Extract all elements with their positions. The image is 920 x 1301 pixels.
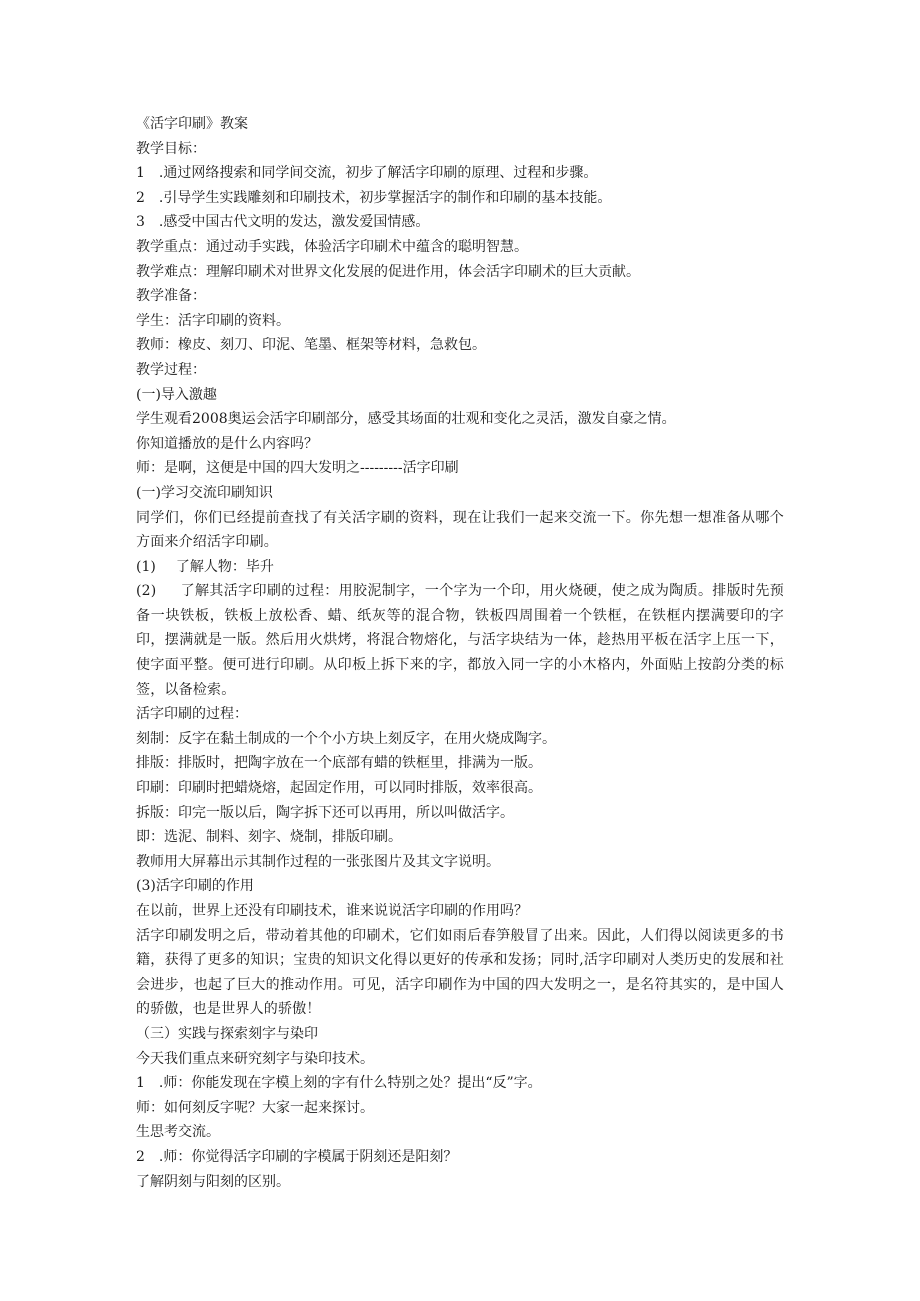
section-3-question: 在以前，世界上还没有印刷技术，谁来说说活字印刷的作用吗？ [136, 903, 528, 919]
question-text: .师：你觉得活字印刷的字模属于阴刻还是阳刻？ [158, 1148, 458, 1165]
section-4-followup-2: 了解阴刻与阳刻的区别。 [136, 1173, 290, 1190]
process-heading: 教学过程： [136, 361, 206, 378]
document-title: 《活字印刷》教案 [136, 116, 248, 132]
process-subheading: 活字印刷的过程： [136, 706, 248, 723]
section-4-question-1 [136, 1071, 784, 1096]
objective-item-1 [136, 161, 784, 186]
objective-item-3 [136, 210, 784, 235]
prep-heading: 教学准备： [136, 288, 206, 305]
objective-number: 2 [136, 189, 145, 206]
section-1-line: 师：是啊，这便是中国的四大发明之---------活字印刷 [136, 460, 459, 477]
objective-text: .感受中国古代文明的发达，激发爱国情感。 [158, 214, 430, 231]
section-4-followup-1: 师：如何刻反字呢？大家一起来探讨。 [136, 1099, 374, 1116]
step-layout: 排版：排版时，把陶字放在一个底部有蜡的铁框里，排满为一版。 [136, 755, 542, 772]
prep-student: 学生：活字印刷的资料。 [136, 312, 290, 329]
objective-number: 1 [136, 165, 145, 182]
section-2-item-2 [136, 579, 784, 702]
item-number: (1) [136, 558, 156, 575]
objective-text: .引导学生实践雕刻和印刷技术，初步掌握活字的制作和印刷的基本技能。 [158, 189, 612, 206]
objective-item-2 [136, 186, 784, 211]
section-4-intro: 今天我们重点来研究刻字与染印技术。 [136, 1050, 374, 1067]
section-3-subheading: (3)活字印刷的作用 [136, 878, 254, 895]
step-carve: 刻制：反字在黏土制成的一个个小方块上刻反字，在用火烧成陶字。 [136, 730, 556, 747]
question-number: 2 [136, 1148, 145, 1165]
section-2-heading: (一)学习交流印刷知识 [136, 484, 273, 501]
objectives-heading: 教学目标： [136, 140, 206, 157]
section-1-heading: (一)导入激趣 [136, 386, 217, 403]
step-print: 印刷：印刷时把蜡烧熔，起固定作用，可以同时排版，效率很高。 [136, 780, 542, 797]
prep-teacher: 教师：橡皮、刻刀、印泥、笔墨、框架等材料，急救包。 [136, 337, 486, 354]
item-text: 了解其活字印刷的过程：用胶泥制字，一个字为一个印，用火烧硬，使之成为陶质。排版时先预备一块铁板，铁板上放松香、蜡、纸灰等的混合物，铁板四周围着一个铁框，在铁框内摆满要印的字印，摆满就是一版。然后用火烘烤，将混合物熔化，与活字块结为一体，趁热用平板在活字上压一下，使字面平整。便可进行印刷。从印板上拆下来的字，都放入同一字的小木格内，外面贴上按韵分类的标签，以备检索。 [136, 583, 784, 698]
section-4-discussion: 生思考交流。 [136, 1124, 220, 1141]
section-4-heading: （三）实践与探索刻字与染印 [136, 1025, 318, 1042]
teacher-show: 教师用大屏幕出示其制作过程的一张张图片及其文字说明。 [136, 853, 500, 870]
item-number: (2) [136, 583, 157, 600]
step-summary: 即：选泥、制料、刻字、烧制，排版印刷。 [136, 829, 402, 846]
item-text: 了解人物：毕升 [175, 558, 274, 575]
question-text: .师：你能发现在字模上刻的字有什么特别之处？提出“反”字。 [158, 1075, 542, 1092]
key-point: 教学重点：通过动手实践，体验活字印刷术中蕴含的聪明智慧。 [136, 238, 528, 255]
lesson-plan-document [136, 112, 784, 1194]
question-number: 1 [136, 1075, 145, 1092]
objective-number: 3 [136, 214, 145, 231]
section-4-question-2 [136, 1145, 784, 1170]
step-remove: 拆版：印完一版以后，陶字拆下还可以再用，所以叫做活字。 [136, 804, 514, 821]
section-2-item-1 [136, 555, 784, 580]
objective-text: .通过网络搜索和同学间交流，初步了解活字印刷的原理、过程和步骤。 [158, 165, 598, 182]
difficulty: 教学难点：理解印刷术对世界文化发展的促进作用，体会活字印刷术的巨大贡献。 [136, 263, 640, 280]
section-1-line: 学生观看2008奥运会活字印刷部分，感受其场面的壮观和变化之灵活，激发自豪之情。 [136, 411, 676, 428]
section-2-intro: 同学们，你们已经提前查找了有关活字刷的资料，现在让我们一起来交流一下。你先想一想准备从哪个方面来介绍活字印刷。 [136, 509, 784, 551]
section-1-line: 你知道播放的是什么内容吗？ [136, 435, 318, 452]
section-3-paragraph: 活字印刷发明之后，带动着其他的印刷术，它们如雨后春笋般冒了出来。因此，人们得以阅读更多的书籍，获得了更多的知识；宝贵的知识文化得以更好的传承和发扬；同时,活字印刷对人类历史的发展和社会进步，也起了巨大的推动作用。可见，活字印刷作为中国的四大发明之一，是名符其实的，是中国人的骄傲，也是世界人的骄傲！ [136, 927, 784, 1018]
